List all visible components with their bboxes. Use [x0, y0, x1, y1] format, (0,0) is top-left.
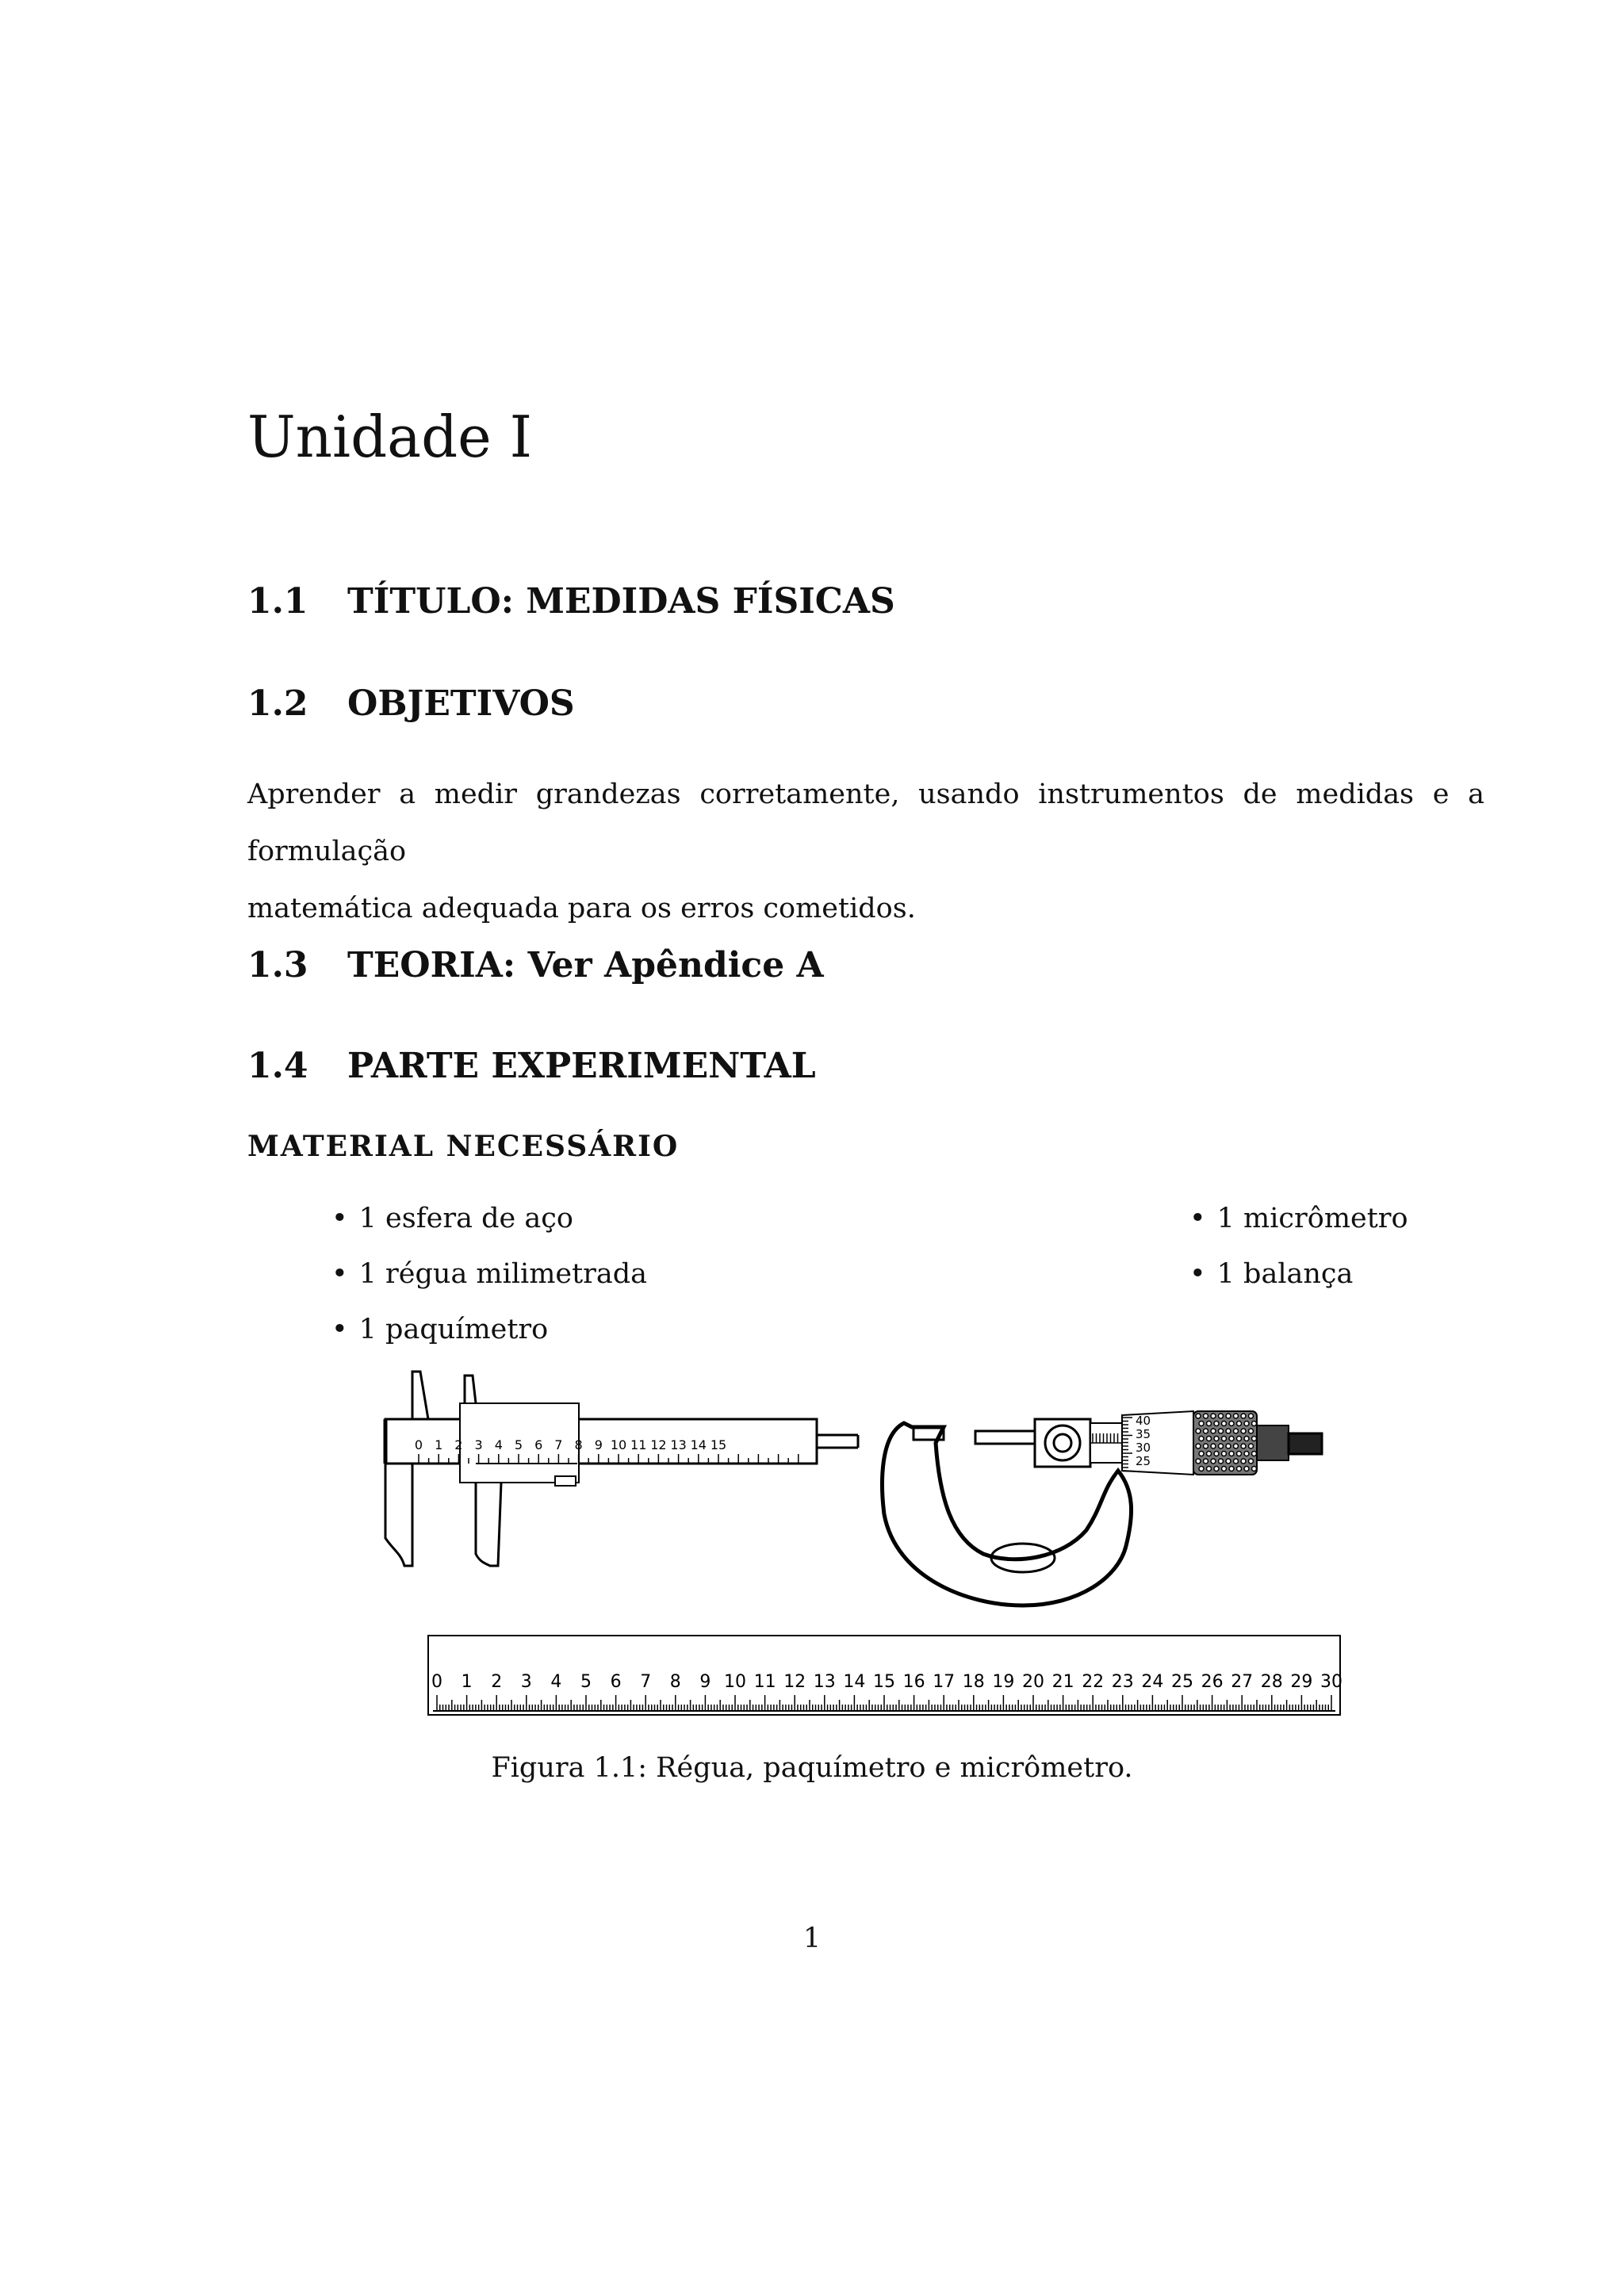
knurl-dot: [1226, 1429, 1231, 1433]
ruler-label: 27: [1231, 1672, 1254, 1692]
bullet: •: [1189, 1203, 1206, 1234]
caliper-label: 11: [630, 1437, 647, 1452]
ruler-label: 2: [491, 1672, 503, 1692]
knurl-dot: [1211, 1414, 1216, 1418]
knurl-dot: [1211, 1459, 1216, 1464]
caliper-label: 5: [514, 1437, 523, 1452]
knurl-dot: [1252, 1452, 1257, 1456]
knurl-dot: [1207, 1422, 1212, 1426]
knurl-dot: [1241, 1444, 1246, 1448]
list-item-text: 1 micrômetro: [1216, 1203, 1408, 1234]
knurl-dot: [1199, 1437, 1204, 1441]
knurl-dot: [1199, 1467, 1204, 1471]
knurl-dot: [1234, 1444, 1239, 1448]
knurl-dot: [1222, 1437, 1227, 1441]
knurl-dot: [1196, 1414, 1201, 1418]
knurl-dot: [1229, 1467, 1234, 1471]
knurl-dot: [1229, 1422, 1234, 1426]
chapter-title: Unidade I: [247, 404, 533, 470]
knurl-dot: [1207, 1467, 1212, 1471]
knurl-dot: [1222, 1422, 1227, 1426]
knurl-dot: [1214, 1467, 1219, 1471]
knurl-dot: [1237, 1452, 1242, 1456]
caliper-label: 13: [670, 1437, 687, 1452]
knurl-dot: [1204, 1414, 1208, 1418]
knurl-dot: [1196, 1429, 1201, 1433]
knurl-dot: [1199, 1452, 1204, 1456]
bullet: •: [1189, 1258, 1206, 1290]
knurl-dot: [1219, 1414, 1224, 1418]
caliper-label: 12: [650, 1437, 667, 1452]
bullet: •: [331, 1203, 348, 1234]
list-item-text: 1 paquímetro: [358, 1314, 549, 1345]
caliper-label: 15: [710, 1437, 727, 1452]
knurl-dot: [1244, 1422, 1249, 1426]
micrometer-label: 40: [1136, 1414, 1151, 1428]
section-title: TÍTULO: MEDIDAS FÍSICAS: [347, 581, 895, 622]
ruler-label: 24: [1141, 1672, 1164, 1692]
caliper-label: 1: [435, 1437, 443, 1452]
ruler-label: 15: [873, 1672, 895, 1692]
ruler-label: 6: [610, 1672, 622, 1692]
knurl-dot: [1244, 1452, 1249, 1456]
knurl-dot: [1219, 1429, 1224, 1433]
knurl-dot: [1252, 1467, 1257, 1471]
knurl-dot: [1207, 1452, 1212, 1456]
paragraph-line: Aprender a medir grandezas corretamente, usando instrumentos de medidas e a formulação: [247, 779, 1484, 867]
bullet: •: [331, 1258, 348, 1290]
caliper-label: 8: [574, 1437, 583, 1452]
ruler-label: 14: [843, 1672, 866, 1692]
caliper-label: 14: [690, 1437, 707, 1452]
knurl-dot: [1204, 1429, 1208, 1433]
caliper-label: 3: [474, 1437, 483, 1452]
knurl-dot: [1229, 1452, 1234, 1456]
knurl-dot: [1196, 1444, 1201, 1448]
knurl-dot: [1234, 1414, 1239, 1418]
material-heading: MATERIAL NECESSÁRIO: [247, 1130, 680, 1163]
knurl-dot: [1252, 1437, 1257, 1441]
list-item-text: 1 esfera de aço: [358, 1203, 573, 1234]
knurl-dot: [1244, 1437, 1249, 1441]
knurl-dot: [1249, 1444, 1254, 1448]
micrometer-thimble-labels: [1136, 1414, 1151, 1468]
caliper-label: 10: [610, 1437, 627, 1452]
knurl-dot: [1226, 1414, 1231, 1418]
ruler-label: 22: [1082, 1672, 1105, 1692]
knurl-dot: [1241, 1459, 1246, 1464]
knurl-dot: [1214, 1437, 1219, 1441]
knurl-dot: [1211, 1444, 1216, 1448]
section-title: OBJETIVOS: [347, 683, 575, 724]
ruler-label: 4: [550, 1672, 562, 1692]
caliper-label: 0: [414, 1437, 423, 1452]
ruler-label: 29: [1290, 1672, 1313, 1692]
ruler-label: 1: [461, 1672, 473, 1692]
ruler-label: 13: [813, 1672, 836, 1692]
knurl-dot: [1219, 1444, 1224, 1448]
ruler-label: 10: [724, 1672, 746, 1692]
knurl-dot: [1222, 1452, 1227, 1456]
knurl-dot: [1211, 1429, 1216, 1433]
ruler-label: 12: [783, 1672, 806, 1692]
knurl-dot: [1252, 1422, 1257, 1426]
caliper-label: 2: [454, 1437, 463, 1452]
section-number: 1.3: [247, 945, 308, 985]
section-number: 1.4: [247, 1046, 308, 1086]
knurl-dot: [1222, 1467, 1227, 1471]
ruler-label: 30: [1320, 1672, 1342, 1692]
ruler-label: 5: [580, 1672, 592, 1692]
ruler-label: 26: [1201, 1672, 1224, 1692]
knurl-dot: [1234, 1459, 1239, 1464]
ruler-label: 20: [1022, 1672, 1044, 1692]
ruler-label: 9: [699, 1672, 711, 1692]
micrometer-label: 35: [1136, 1427, 1151, 1441]
knurl-dot: [1204, 1459, 1208, 1464]
ruler-label: 25: [1171, 1672, 1193, 1692]
caliper-label: 4: [494, 1437, 503, 1452]
knurl-dot: [1219, 1459, 1224, 1464]
knurl-dot: [1207, 1437, 1212, 1441]
caliper-label: 7: [554, 1437, 563, 1452]
figure-caption: Figura 1.1: Régua, paquímetro e micrômetro.: [491, 1752, 1133, 1784]
ruler-label: 17: [933, 1672, 956, 1692]
knurl-dot: [1249, 1414, 1254, 1418]
micrometer-label: 25: [1136, 1454, 1151, 1468]
ruler-label: 0: [431, 1672, 442, 1692]
ruler-label: 3: [520, 1672, 532, 1692]
knurl-dot: [1204, 1444, 1208, 1448]
knurl-dot: [1229, 1437, 1234, 1441]
knurl-dot: [1234, 1429, 1239, 1433]
caliper-illustration: [385, 1372, 858, 1566]
knurl-dot: [1237, 1422, 1242, 1426]
knurl-dot: [1241, 1429, 1246, 1433]
section-title: TEORIA: Ver Apêndice A: [347, 945, 824, 985]
knurl-dot: [1249, 1429, 1254, 1433]
ruler-label: 23: [1111, 1672, 1134, 1692]
ruler-label: 11: [753, 1672, 776, 1692]
ruler-label: 18: [962, 1672, 985, 1692]
caliper-label: 9: [594, 1437, 603, 1452]
caliper-label: 6: [534, 1437, 543, 1452]
knurl-dot: [1244, 1467, 1249, 1471]
ruler-label: 7: [640, 1672, 652, 1692]
section-number: 1.1: [247, 581, 308, 622]
knurl-dot: [1214, 1422, 1219, 1426]
bullet: •: [331, 1314, 348, 1345]
ruler-label: 19: [992, 1672, 1015, 1692]
knurl-dot: [1199, 1422, 1204, 1426]
micrometer-label: 30: [1136, 1441, 1151, 1455]
knurl-dot: [1196, 1459, 1201, 1464]
ruler-label: 8: [669, 1672, 681, 1692]
ruler-label: 16: [902, 1672, 925, 1692]
ruler-label: 28: [1260, 1672, 1283, 1692]
paragraph-line: matemática adequada para os erros cometidos.: [247, 893, 916, 924]
page-number: 1: [802, 1923, 822, 1954]
knurl-dot: [1226, 1444, 1231, 1448]
knurl-dot: [1226, 1459, 1231, 1464]
knurl-dot: [1214, 1452, 1219, 1456]
knurl-dot: [1249, 1459, 1254, 1464]
list-item-text: 1 balança: [1216, 1258, 1354, 1290]
section-title: PARTE EXPERIMENTAL: [347, 1046, 816, 1086]
list-item-text: 1 régua milimetrada: [358, 1258, 648, 1290]
knurl-dot: [1241, 1414, 1246, 1418]
ruler-label: 21: [1051, 1672, 1074, 1692]
knurl-dot: [1237, 1467, 1242, 1471]
knurl-dot: [1237, 1437, 1242, 1441]
section-number: 1.2: [247, 683, 308, 724]
